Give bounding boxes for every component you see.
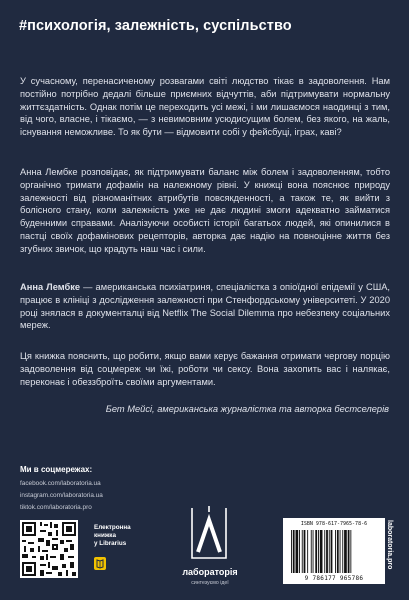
- qr-code[interactable]: [20, 520, 78, 578]
- librarius-icon: [94, 557, 106, 570]
- genre-hashtags: #психологія, залежність, суспільство: [19, 18, 292, 34]
- social-link-instagram[interactable]: instagram.com/laboratoria.ua: [20, 492, 103, 499]
- ebook-line-3: у Librarius: [94, 540, 127, 547]
- review-quote: Ця книжка пояснить, що робити, якщо вами керує бажання отримати чергову порцію задоволення від соцмереж чи їжі, роботи чи сексу. Вона захопить вас і налякає, переконає і обеззброїть своїми аргументами.: [20, 351, 390, 387]
- review-signature: Бет Мейсі, американська журналістка та авторка бестселерів: [105, 404, 389, 414]
- description-paragraph-2: Анна Лембке розповідає, як підтримувати баланс між болем і задоволенням, тобто органічно тримати дофамін на належному рівні. У книжці вона пояснює природу залежності від різноманітних атрибутів повсякденності, а також те, як вийти з болісного стану, коли залежність уже не дає людині змоги адекватно займатися буденними справами. Аналізуючи особисті історії багатьох людей, які опинилися в пастці своїх дофамінових рецепторів, авторка дає надію на повноцінне життя без згубних звичок, що крадуть наш час і сили.: [20, 167, 390, 254]
- ebook-note: [94, 524, 174, 548]
- publisher-logo: [184, 500, 234, 572]
- qr-code-icon: [20, 520, 78, 578]
- site-url: laboratoria.pro: [386, 520, 393, 570]
- isbn-barcode: [283, 518, 385, 584]
- book-icon: [94, 557, 106, 570]
- author-bio-text: — американська психіатриня, спеціалістка з опіоїдної епідемії у США, працює в клініці з дослідження залежності при Стенфордському університеті. У 2020 році знялася в документалці від Netflix The Social Dilemma про небезпеку соціальних мереж.: [20, 282, 390, 331]
- site-url-vertical[interactable]: [383, 520, 397, 590]
- ebook-line-1: Електронна: [94, 524, 131, 531]
- author-name: Анна Лембке: [20, 282, 81, 292]
- publisher-logo-icon: [184, 500, 234, 566]
- author-bio: [20, 281, 390, 332]
- publisher-name: лабораторія: [182, 567, 238, 577]
- social-heading: Ми в соцмережах:: [20, 465, 93, 474]
- publisher-tagline: синтезуємо ідеї: [191, 580, 229, 586]
- social-link-facebook[interactable]: facebook.com/laboratoria.ua: [20, 480, 101, 487]
- social-link-tiktok[interactable]: tiktok.com/laboratoria.pro: [20, 504, 92, 511]
- barcode-digits: 9 786177 965786: [304, 575, 364, 582]
- ebook-line-2: книжка: [94, 532, 116, 539]
- isbn-text: ISBN 978-617-7965-78-6: [300, 521, 368, 527]
- description-paragraph-1: У сучасному, перенасиченому розвагами світі людство тікає в задоволення. Нам постійно потрібно дедалі більше приємних відчуттів, аби підтримувати нормальну життєздатність. Однак потім це переходить усі межі, і ми лишаємося наодинці з тим, від чого, власне, і тікаємо, — з невимовним усюдисущим болем, без якого, на жаль, існування неможливе. То як бути — відмовити собі у фейсбуці, іграх, каві?: [20, 76, 390, 138]
